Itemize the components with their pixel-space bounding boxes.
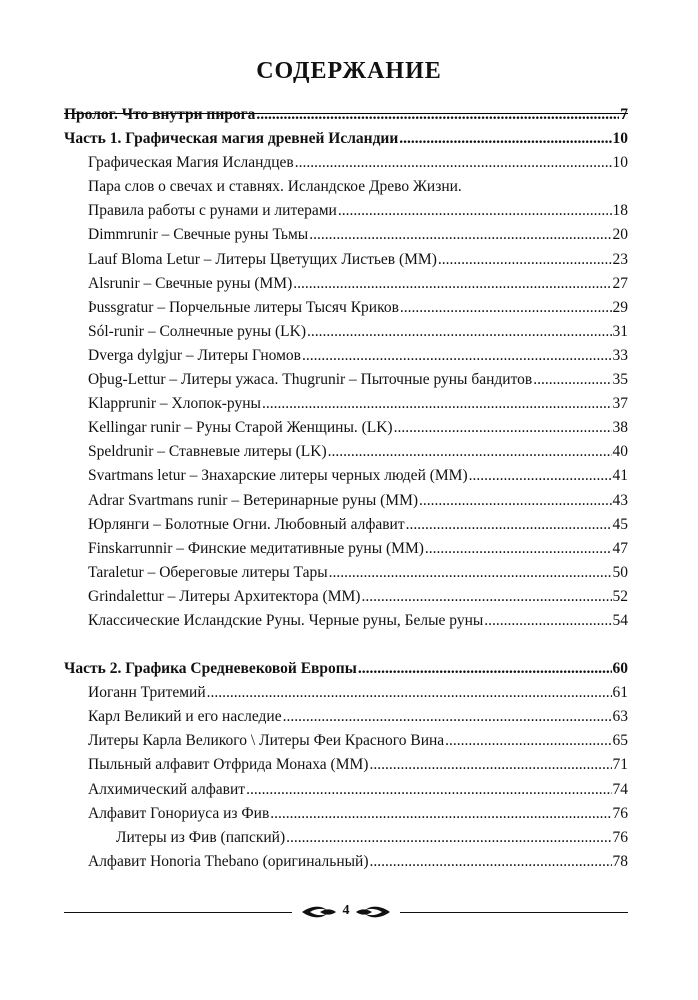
toc-entry-title: Klapprunir – Хлопок-руны: [88, 395, 261, 413]
toc-entry-page: 29: [612, 298, 628, 316]
toc-entry-title: Kellingar runir – Руны Старой Женщины. (LK): [88, 419, 393, 437]
toc-entry-page: 43: [612, 491, 628, 509]
toc-entry-title: Классические Исландские Руны. Черные руны, Белые руны: [88, 611, 484, 629]
toc-entry-title: Alsrunir – Свечные руны (ММ): [88, 274, 293, 292]
toc-entry[interactable]: [64, 609, 628, 633]
toc-entry[interactable]: [64, 392, 628, 416]
page-number: 4: [342, 903, 350, 918]
toc-entry[interactable]: [64, 440, 628, 464]
toc-entry-page: 31: [612, 322, 628, 340]
toc-entry-page: 61: [612, 684, 628, 702]
dot-leader: [438, 248, 612, 272]
toc-entry-page: 78: [612, 852, 628, 870]
toc-entry[interactable]: [64, 416, 628, 440]
toc-entry-title: Dimmrunir – Свечные руны Тьмы: [88, 226, 309, 244]
page-footer: [64, 902, 628, 922]
toc-entry-page: 50: [612, 563, 628, 581]
toc-entry-title: Taraletur – Обереговые литеры Тары: [88, 563, 328, 581]
dot-leader: [361, 585, 611, 609]
dot-leader: [256, 103, 619, 127]
toc-entry-title: Алфавит Гонориуса из Фив: [88, 804, 270, 822]
toc-entry-title: Grindalettur – Литеры Архитектора (ММ): [88, 587, 361, 605]
toc-entry[interactable]: [64, 127, 628, 151]
toc-entry-page: 27: [612, 274, 628, 292]
toc-entry[interactable]: [64, 296, 628, 320]
toc-entry-title: Sól-runir – Солнечные руны (LK): [88, 322, 306, 340]
dot-leader: [283, 705, 612, 729]
toc-entry-title: Юрлянги – Болотные Огни. Любовный алфавит: [88, 515, 405, 533]
section-gap: [64, 633, 628, 657]
page-title: СОДЕРЖАНИЕ: [256, 58, 442, 84]
dot-leader: [394, 416, 612, 440]
toc-entry-page: 41: [612, 467, 628, 485]
toc-entry-page: 65: [612, 732, 628, 750]
toc-entry-title: Алхимический алфавит: [88, 780, 246, 798]
dot-leader: [338, 199, 612, 223]
dot-leader: [469, 464, 612, 488]
table-of-contents: [64, 103, 628, 874]
dot-leader: [302, 344, 612, 368]
dot-leader: [328, 440, 612, 464]
toc-entry-page: 18: [612, 202, 628, 220]
toc-entry-page: 23: [612, 250, 628, 268]
toc-entry[interactable]: [64, 175, 628, 199]
dot-leader: [307, 320, 612, 344]
dot-leader: [295, 151, 612, 175]
toc-entry-page: 52: [612, 587, 628, 605]
toc-entry-title: Карл Великий и его наследие: [88, 708, 282, 726]
dot-leader: [425, 537, 612, 561]
toc-entry[interactable]: [64, 826, 628, 850]
dot-leader: [270, 802, 611, 826]
toc-entry-title: Svartmans letur – Знахарские литеры черных людей (ММ): [88, 467, 468, 485]
dot-leader: [533, 368, 611, 392]
toc-entry-title: Пыльный алфавит Отфрида Монаха (ММ): [88, 756, 369, 774]
dot-leader: [293, 272, 611, 296]
toc-entry[interactable]: [64, 464, 628, 488]
toc-entry-page: 38: [612, 419, 628, 437]
toc-entry[interactable]: [64, 585, 628, 609]
toc-entry-title: Литеры из Фив (папский): [116, 828, 286, 846]
dot-leader: [400, 296, 612, 320]
toc-entry-page: 37: [612, 395, 628, 413]
dot-leader: [309, 223, 611, 247]
toc-entry-page: 35: [612, 371, 628, 389]
toc-entry-page: 7: [620, 106, 628, 123]
toc-entry[interactable]: [64, 103, 628, 127]
dot-leader: [329, 561, 612, 585]
dot-leader: [399, 127, 611, 151]
toc-entry[interactable]: [64, 729, 628, 753]
toc-entry-title: Часть 2. Графика Средневековой Европы: [64, 660, 357, 678]
dot-leader: [419, 489, 611, 513]
toc-entry-page: 60: [612, 660, 628, 678]
toc-entry-page: 10: [612, 154, 628, 172]
toc-entry-title: Adrar Svartmans runir – Ветеринарные руны (ММ): [88, 491, 419, 509]
toc-entry-page: 47: [612, 539, 628, 557]
toc-entry[interactable]: [64, 272, 628, 296]
dot-leader: [358, 657, 612, 681]
toc-entry[interactable]: [64, 561, 628, 585]
toc-entry-title: Dverga dylgjur – Литеры Гномов: [88, 346, 301, 364]
toc-entry-title: Часть 1. Графическая магия древней Исландии: [64, 130, 399, 148]
toc-entry-title: Литеры Карла Великого \ Литеры Феи Красного Вина: [88, 732, 445, 750]
dot-leader: [370, 850, 612, 874]
toc-entry-page: 20: [612, 226, 628, 244]
dot-leader: [406, 513, 612, 537]
toc-entry[interactable]: [64, 778, 628, 802]
toc-entry-title: Иоганн Тритемий: [88, 684, 206, 702]
toc-entry-title: Правила работы с рунами и литерами: [88, 202, 337, 220]
toc-entry-title: Finskarrunnir – Финские медитативные руны (ММ): [88, 539, 424, 557]
toc-entry-title: Пара слов о свечах и ставнях. Исландское Древо Жизни.: [88, 178, 462, 196]
toc-entry[interactable]: [64, 368, 628, 392]
toc-entry[interactable]: [64, 850, 628, 874]
toc-entry[interactable]: [64, 753, 628, 777]
toc-entry[interactable]: [64, 657, 628, 681]
dot-leader: [246, 778, 611, 802]
toc-entry-page: 76: [612, 804, 628, 822]
toc-entry-page: 33: [612, 346, 628, 364]
toc-entry[interactable]: [64, 681, 628, 705]
toc-entry-page: 10: [612, 130, 628, 148]
toc-entry-page: 45: [612, 515, 628, 533]
toc-entry[interactable]: [64, 513, 628, 537]
dot-leader: [445, 729, 611, 753]
toc-entry[interactable]: [64, 489, 628, 513]
toc-entry-page: 71: [612, 756, 628, 774]
toc-entry-page: 40: [612, 443, 628, 461]
dot-leader: [286, 826, 611, 850]
toc-entry-page: 76: [612, 828, 628, 846]
dot-leader: [207, 681, 612, 705]
toc-entry-page: 54: [612, 611, 628, 629]
toc-entry-title: Lauf Bloma Letur – Литеры Цветущих Листьев (ММ): [88, 250, 437, 268]
toc-entry-page: 74: [612, 780, 628, 798]
toc-entry-title: Пролог. Что внутри пирога: [64, 106, 256, 123]
toc-entry-title: Þussgratur – Порчельные литеры Тысяч Криков: [88, 298, 399, 316]
toc-entry-title: Speldrunir – Ставневые литеры (LK): [88, 443, 327, 461]
toc-entry[interactable]: [64, 199, 628, 223]
toc-entry[interactable]: [64, 344, 628, 368]
dot-leader: [369, 753, 611, 777]
dot-leader: [484, 609, 611, 633]
toc-entry-page: 63: [612, 708, 628, 726]
toc-entry[interactable]: [64, 151, 628, 175]
toc-entry[interactable]: [64, 705, 628, 729]
toc-entry-title: Oþug-Lettur – Литеры ужаса. Thugrunir – Пыточные руны бандитов: [88, 371, 533, 389]
toc-entry[interactable]: [64, 248, 628, 272]
toc-entry-title: Алфавит Honoria Thebano (оригинальный): [88, 852, 369, 870]
toc-entry[interactable]: [64, 223, 628, 247]
toc-entry[interactable]: [64, 537, 628, 561]
toc-entry[interactable]: [64, 802, 628, 826]
toc-entry[interactable]: [64, 320, 628, 344]
toc-entry-title: Графическая Магия Исландцев: [88, 154, 294, 172]
dot-leader: [262, 392, 612, 416]
